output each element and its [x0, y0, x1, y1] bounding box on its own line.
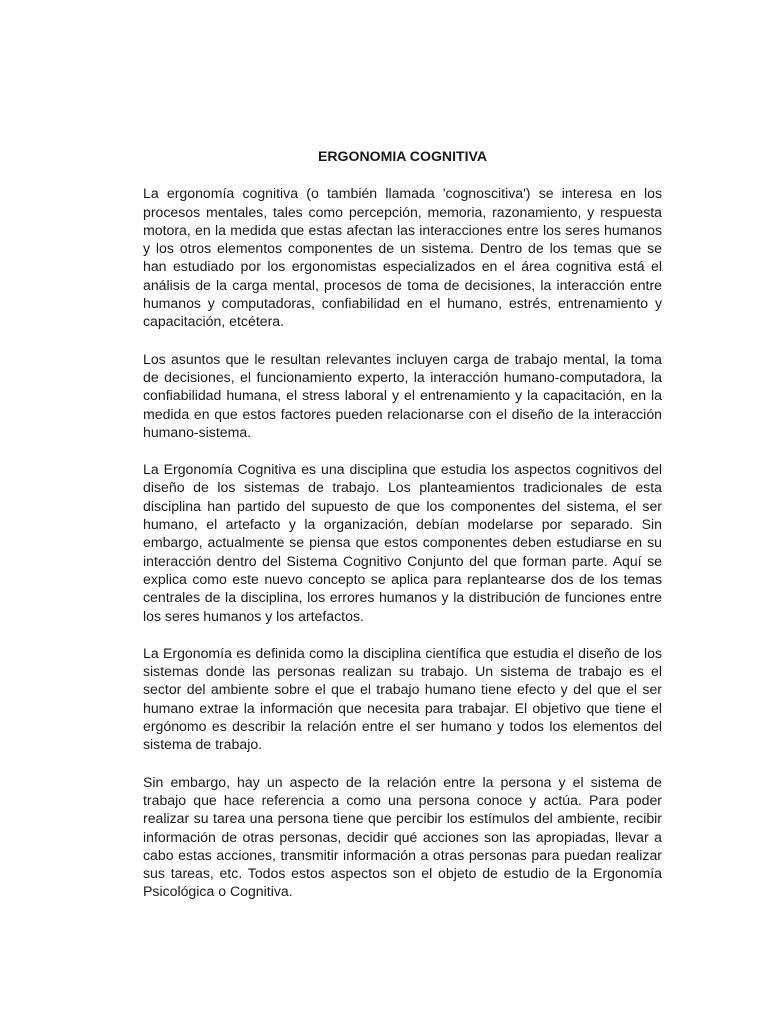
paragraph-5: Sin embargo, hay un aspecto de la relación entre la persona y el sistema de trabajo que hace referencia a como una persona conoce y actúa. Para poder realizar su tarea una persona tiene que percibir los estímulos del ambiente, recibir información de otras personas, decidir qué acciones son las apropiadas, llevar a cabo estas acciones, transmitir información a otras personas para puedan realizar sus tareas, etc. Todos estos aspectos son el objeto de estudio de la Ergonomía Psicológica o Cognitiva.	[143, 773, 662, 900]
document-body	[143, 147, 662, 920]
paragraph-3: La Ergonomía Cognitiva es una disciplina que estudia los aspectos cognitivos del diseño de los sistemas de trabajo. Los planteamientos tradicionales de esta disciplina han partido del supuesto de que los componentes del sistema, el ser humano, el artefacto y la organización, debían modelarse por separado. Sin embargo, actualmente se piensa que estos componentes deben estudiarse en su interacción dentro del Sistema Cognitivo Conjunto del que forman parte. Aquí se explica como este nuevo concepto se aplica para replantearse dos de los temas centrales de la disciplina, los errores humanos y la distribución de funciones entre los seres humanos y los artefactos.	[143, 461, 662, 624]
document-title: ERGONOMIA COGNITIVA	[317, 148, 488, 164]
paragraph-2: Los asuntos que le resultan relevantes incluyen carga de trabajo mental, la toma de decisiones, el funcionamiento experto, la interacción humano-computadora, la confiabilidad humana, el stress laboral y el entrenamiento y la capacitación, en la medida en que estos factores pueden relacionarse con el diseño de la interacción humano-sistema.	[143, 350, 662, 440]
paragraph-1: La ergonomía cognitiva (o también llamada 'cognoscitiva') se interesa en los procesos mentales, tales como percepción, memoria, razonamiento, y respuesta motora, en la medida que estas afectan las interacciones entre los seres humanos y los otros elementos componentes de un sistema. Dentro de los temas que se han estudiado por los ergonomistas especializados en el área cognitiva está el análisis de la carga mental, procesos de toma de decisiones, la interacción entre humanos y computadoras, confiabilidad en el humano, estrés, entrenamiento y capacitación, etcétera.	[143, 185, 662, 330]
paragraph-4: La Ergonomía es definida como la disciplina científica que estudia el diseño de los sistemas donde las personas realizan su trabajo. Un sistema de trabajo es el sector del ambiente sobre el que el trabajo humano tiene efecto y del que el ser humano extrae la información que necesita para trabajar. El objetivo que tiene el ergónomo es describir la relación entre el ser humano y todos los elementos del sistema de trabajo.	[143, 644, 662, 753]
